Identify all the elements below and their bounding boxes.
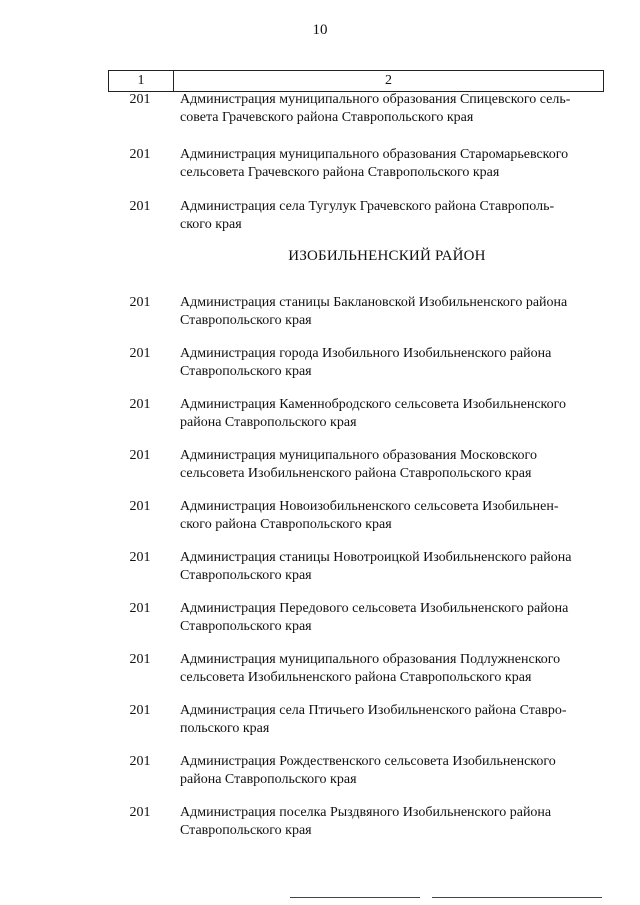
table-row — [108, 753, 602, 804]
row-code: 201 — [129, 550, 151, 565]
row-name-line: сельсовета Изобильненского района Ставропольского края — [180, 670, 532, 685]
row-name-line: ского края — [180, 217, 242, 232]
row-code: 201 — [129, 295, 151, 310]
row-code: 201 — [129, 199, 151, 214]
footer-rule — [432, 897, 602, 898]
row-name — [172, 549, 602, 585]
table-row — [108, 91, 602, 146]
row-name-line: сельсовета Изобильненского района Ставропольского края — [180, 466, 532, 481]
row-name-line: района Ставропольского края — [180, 772, 357, 787]
row-code: 201 — [129, 448, 151, 463]
row-code: 201 — [129, 601, 151, 616]
row-code: 201 — [129, 499, 151, 514]
table-row — [108, 600, 602, 651]
row-name-line: Ставропольского края — [180, 823, 312, 838]
table-row — [108, 396, 602, 447]
row-name-line: Администрация муниципального образования Подлужненского — [180, 652, 561, 667]
row-name — [172, 396, 602, 432]
table-header — [108, 70, 604, 92]
row-name-line: Администрация Передового сельсовета Изобильненского района — [180, 601, 569, 616]
row-name-line: Ставропольского края — [180, 619, 312, 634]
table-row — [108, 294, 602, 345]
table-row — [108, 804, 602, 855]
row-name — [172, 753, 602, 789]
row-name — [172, 146, 602, 182]
table-row — [108, 651, 602, 702]
row-code: 201 — [129, 92, 151, 107]
row-name — [172, 447, 602, 483]
row-code: 201 — [129, 147, 151, 162]
row-name — [172, 702, 602, 738]
table-row — [108, 146, 602, 198]
table-row — [108, 447, 602, 498]
row-name — [172, 600, 602, 636]
row-name-line: района Ставропольского края — [180, 415, 357, 430]
row-name-line: совета Грачевского района Ставропольского края — [180, 110, 474, 125]
row-code: 201 — [129, 652, 151, 667]
row-name — [172, 294, 602, 330]
row-name-line: Администрация муниципального образования Московского — [180, 448, 537, 463]
row-name — [172, 651, 602, 687]
table-row — [108, 345, 602, 396]
row-code: 201 — [129, 346, 151, 361]
page-number: 10 — [312, 22, 328, 38]
row-name — [172, 498, 602, 534]
row-name-line: Администрация станицы Баклановской Изобильненского района — [180, 295, 568, 310]
row-name-line: Администрация муниципального образования Спицевского сель- — [180, 92, 571, 107]
row-name-line: Администрация Новоизобильненского сельсовета Изобильнен- — [180, 499, 559, 514]
row-name — [172, 345, 602, 381]
column-header-code: 1 — [109, 71, 174, 91]
row-name — [172, 91, 602, 127]
table-row — [108, 198, 602, 248]
row-name — [172, 198, 602, 234]
table-row — [108, 549, 602, 600]
row-name-line: Администрация села Тугулук Грачевского района Ставрополь- — [180, 199, 555, 214]
row-code: 201 — [129, 754, 151, 769]
row-code: 201 — [129, 703, 151, 718]
row-name-line: Администрация села Птичьего Изобильненского района Ставро- — [180, 703, 567, 718]
column-header-name: 2 — [385, 73, 392, 88]
section-title: ИЗОБИЛЬНЕНСКИЙ РАЙОН — [288, 248, 486, 264]
row-name-line: Ставропольского края — [180, 313, 312, 328]
row-name-line: Ставропольского края — [180, 364, 312, 379]
row-name-line: Администрация Рождественского сельсовета Изобильненского — [180, 754, 556, 769]
row-name — [172, 804, 602, 840]
row-name-line: польского края — [180, 721, 270, 736]
table-row — [108, 498, 602, 549]
row-name-line: Ставропольского края — [180, 568, 312, 583]
row-name-line: Администрация поселка Рыздвяного Изобильненского района — [180, 805, 552, 820]
table-body — [108, 91, 602, 855]
table-row — [108, 702, 602, 753]
row-code: 201 — [129, 397, 151, 412]
row-name-line: Администрация станицы Новотроицкой Изобильненского района — [180, 550, 572, 565]
row-name-line: сельсовета Грачевского района Ставропольского края — [180, 165, 500, 180]
row-name-line: Администрация Каменнобродского сельсовета Изобильненского — [180, 397, 567, 412]
footer-rule — [290, 897, 420, 898]
row-name-line: Администрация муниципального образования Старомарьевского — [180, 147, 569, 162]
row-code: 201 — [129, 805, 151, 820]
row-name-line: ского района Ставропольского края — [180, 517, 392, 532]
row-name-line: Администрация города Изобильного Изобильненского района — [180, 346, 552, 361]
